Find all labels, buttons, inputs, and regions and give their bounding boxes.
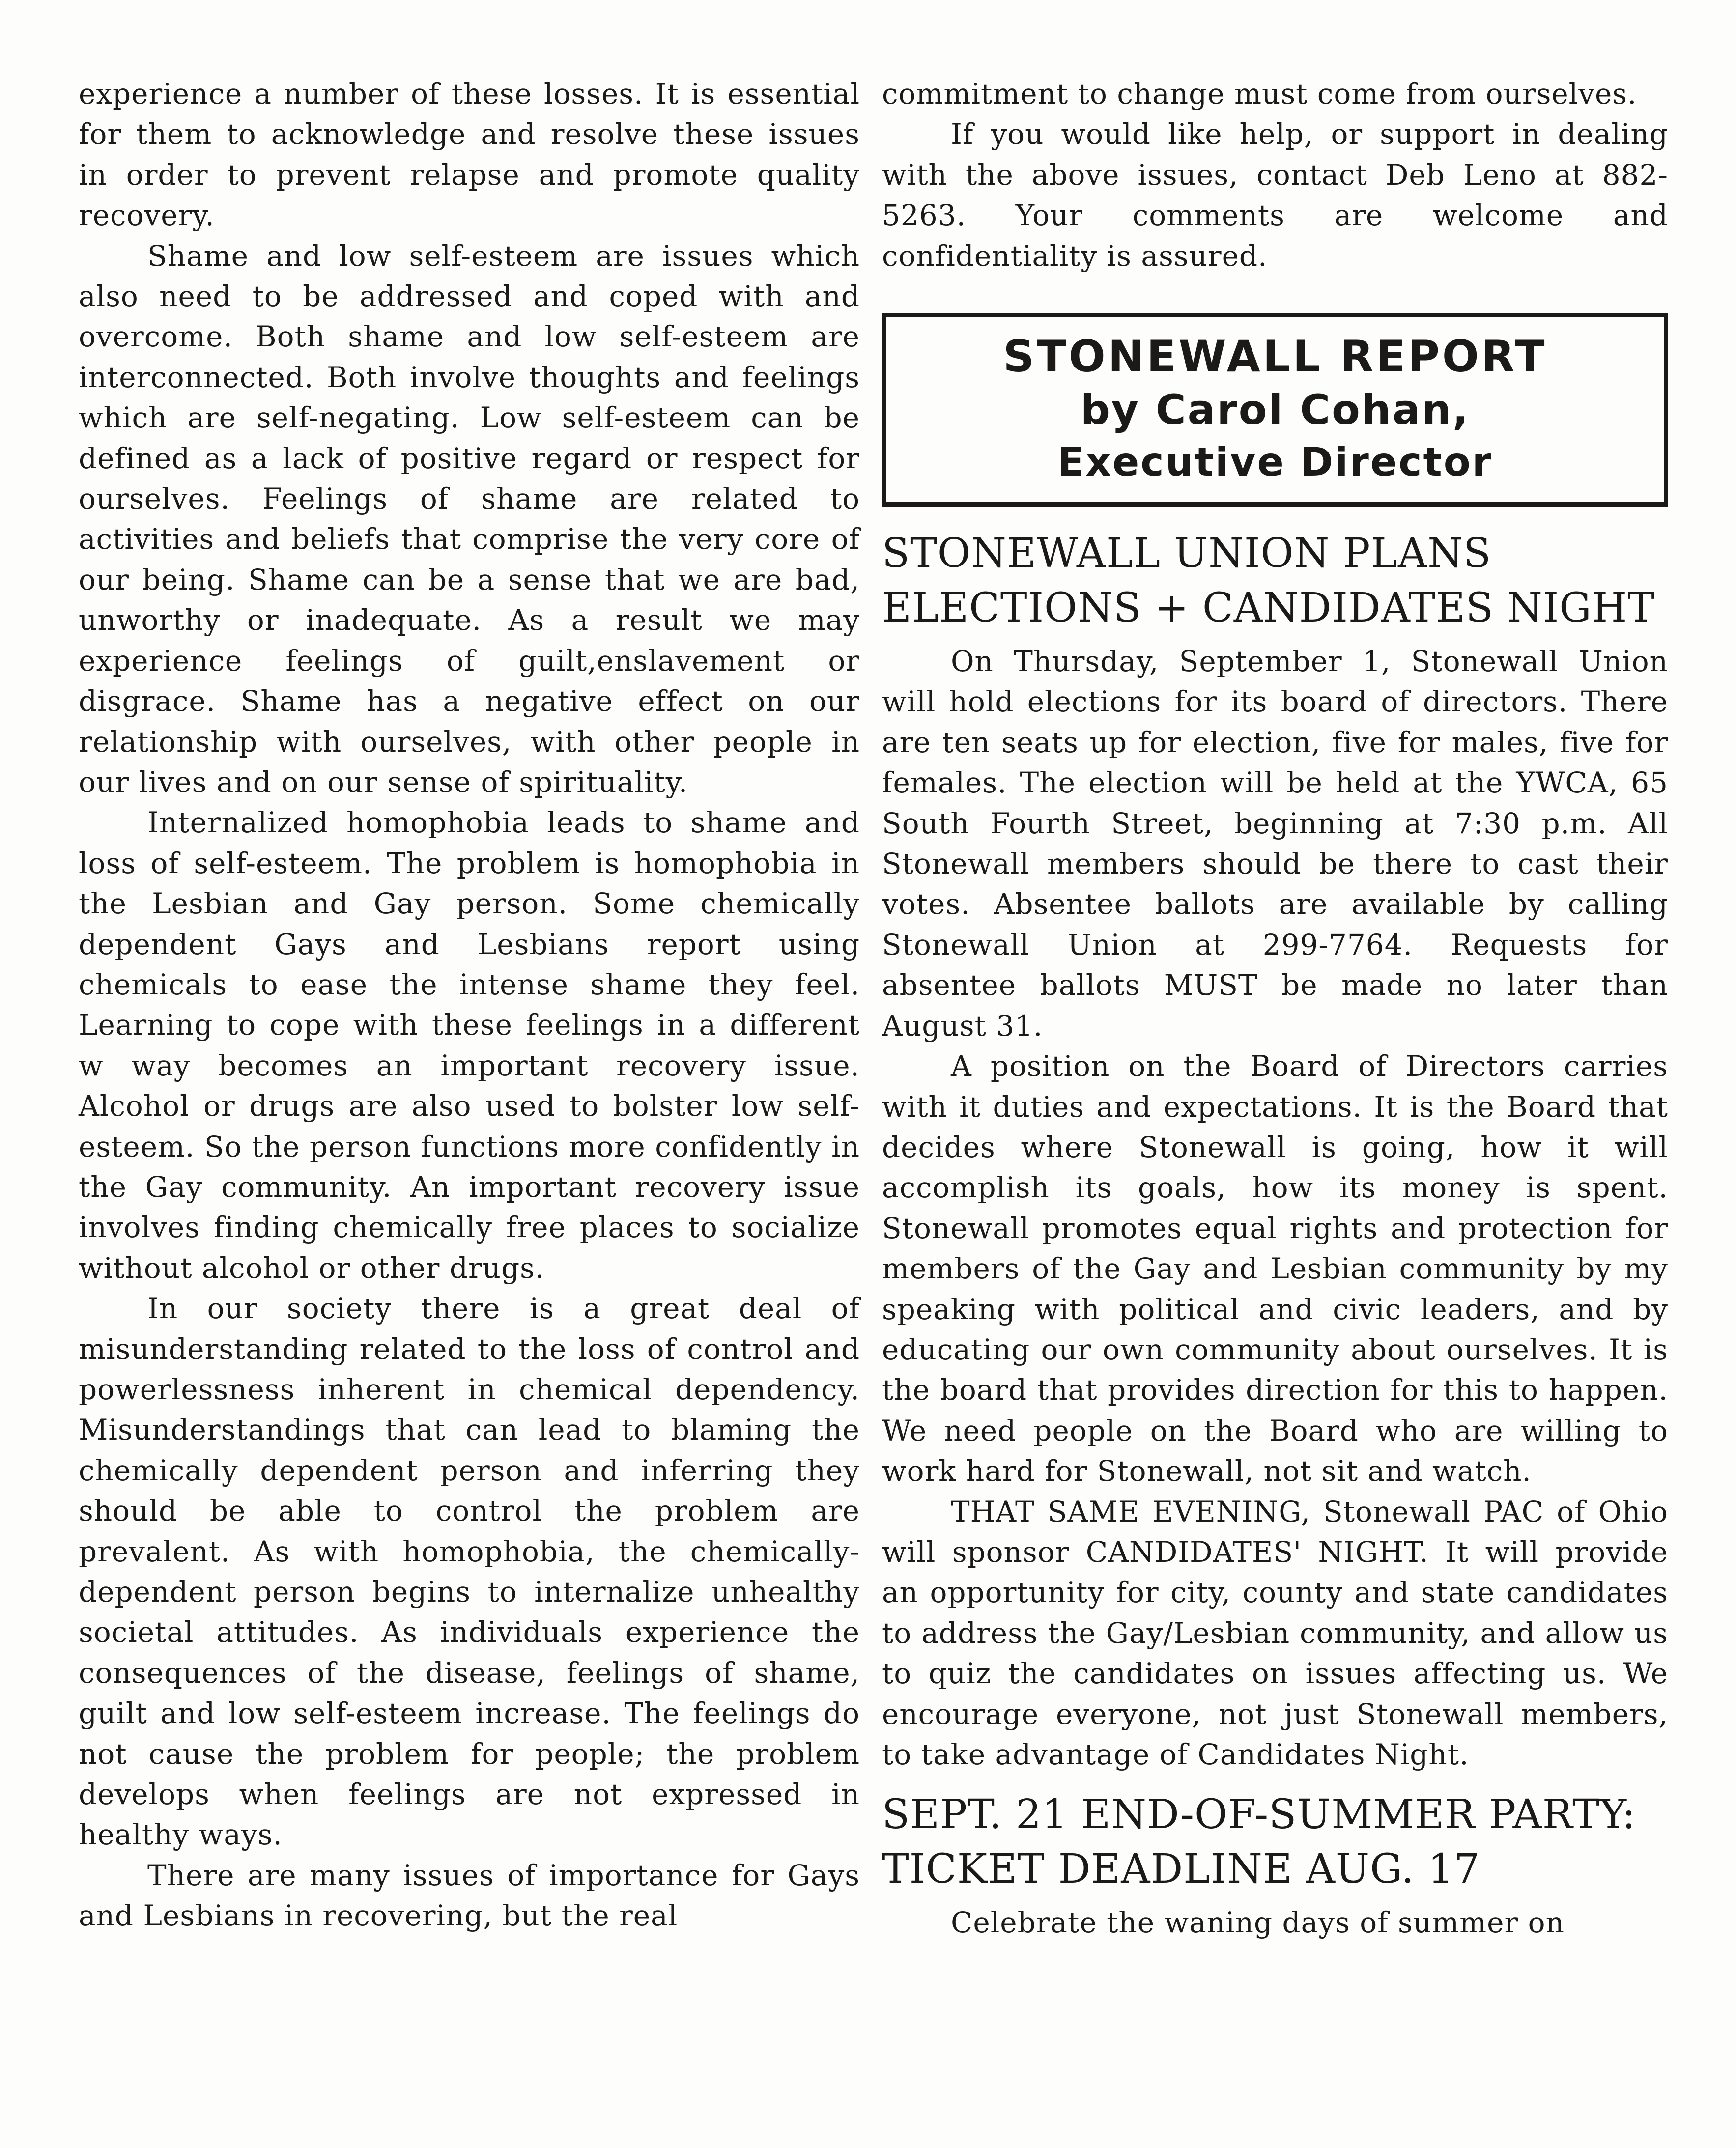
article-headline (882, 1787, 1668, 1896)
article-headline (882, 526, 1668, 635)
report-role: Executive Director (1057, 439, 1493, 485)
paragraph: Shame and low self-esteem are issues which also need to be addressed and coped with and overcome. Both shame and low self-esteem are interconnected. Both involve thoughts and feelings which are self-negating. Low self-esteem can be defined as a lack of positive regard or respect for ourselves. Feelings of shame are related to activities and beliefs that comprise the very core of our being. Shame can be a sense that we are bad, unworthy or inadequate. As a result we may experience feelings of guilt,enslavement or disgrace. Shame has a negative effect on our relationship with ourselves, with other people in our lives and on our sense of spirituality. (79, 239, 860, 799)
report-byline: by Carol Cohan, (1080, 386, 1470, 434)
paragraph: THAT SAME EVENING, Stonewall PAC of Ohio will sponsor CANDIDATES' NIGHT. It will provide an opportunity for city, county and state candidates to address the Gay/Lesbian community, and allow us to quiz the candidates on issues affecting us. We encourage everyone, not just Stonewall members, to take advantage of Candidates Night. (882, 1495, 1668, 1771)
headline-line: TICKET DEADLINE AUG. 17 (882, 1846, 1480, 1893)
headline-line: ELECTIONS + CANDIDATES NIGHT (882, 585, 1655, 632)
headline-line: SEPT. 21 END-OF-SUMMER PARTY: (882, 1791, 1636, 1838)
paragraph: commitment to change must come from ourselves. (882, 77, 1637, 111)
stonewall-report-box (882, 313, 1668, 507)
paragraph: A position on the Board of Directors carries with it duties and expectations. It is the Board that decides where Stonewall is going, how it will accomplish its goals, how its money is spent. Stonewall promotes equal rights and protection for members of the Gay and Lesbian community by my speaking with political and civic leaders, and by educating our own community about ourselves. It is the board that provides direction for this to happen. We need people on the Board who are willing to work hard for Stonewall, not sit and watch. (882, 1049, 1668, 1488)
paragraph: Internalized homophobia leads to shame and loss of self-esteem. The problem is homophobia in the Lesbian and Gay person. Some chemically dependent Gays and Lesbians report using chemicals to ease the intense shame they feel. Learning to cope with these feelings in a different w way becomes an important recovery issue. Alcohol or drugs are also used to bolster low self-esteem. So the person functions more confidently in the Gay community. An important recovery issue involves finding chemically free places to socialize without alcohol or other drugs. (79, 806, 860, 1285)
left-column (79, 74, 860, 1936)
headline-line: STONEWALL UNION PLANS (882, 530, 1492, 577)
paragraph: If you would like help, or support in dealing with the above issues, contact Deb Leno at 882-5263. Your comments are welcome and confidentiality is assured. (882, 117, 1668, 273)
report-title: STONEWALL REPORT (1003, 331, 1547, 382)
right-column (882, 74, 1668, 1943)
paragraph: There are many issues of importance for Gays and Lesbians in recovering, but the real (79, 1858, 860, 1933)
paragraph: On Thursday, September 1, Stonewall Union will hold elections for its board of directors. There are ten seats up for election, five for males, five for females. The election will be held at the YWCA, 65 South Fourth Street, beginning at 7:30 p.m. All Stonewall members should be there to cast their votes. Absentee ballots are available by calling Stonewall Union at 299-7764. Requests for absentee ballots MUST be made no later than August 31. (882, 645, 1668, 1043)
paragraph: experience a number of these losses. It is essential for them to acknowledge and resolve these issues in order to prevent relapse and promote quality recovery. (79, 77, 860, 232)
paragraph: In our society there is a great deal of misunderstanding related to the loss of control and powerlessness inherent in chemical dependency. Misunderstandings that can lead to blaming the chemically dependent person and inferring they should be able to control the problem are prevalent. As with homophobia, the chemically-dependent person begins to internalize unhealthy societal attitudes. As individuals experience the consequences of the disease, feelings of shame, guilt and low self-esteem increase. The feelings do not cause the problem for people; the problem develops when feelings are not expressed in healthy ways. (79, 1292, 860, 1852)
paragraph: Celebrate the waning days of summer on (951, 1906, 1565, 1940)
